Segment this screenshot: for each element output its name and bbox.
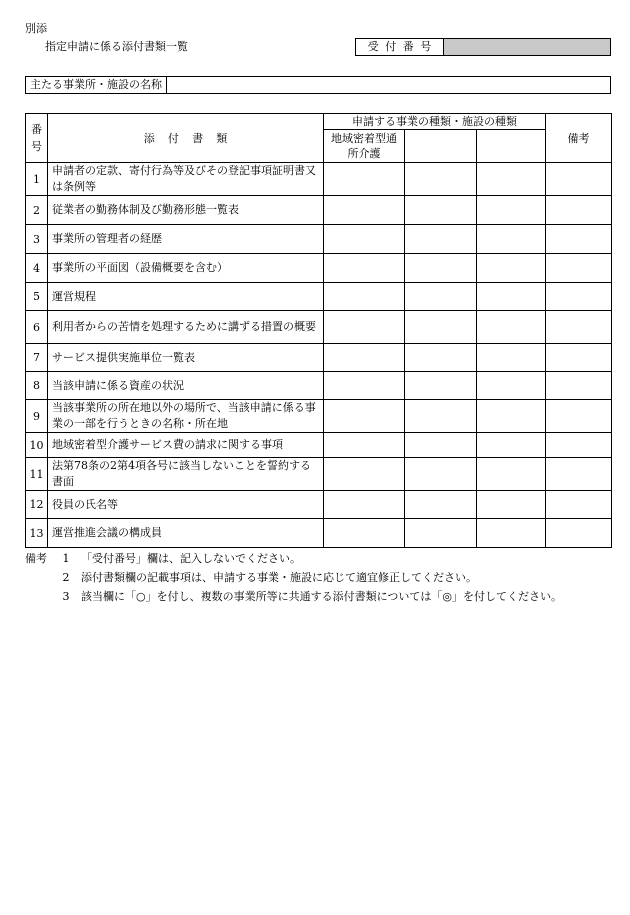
row-document-name: 法第78条の2第4項各号に該当しないことを誓約する書面: [48, 458, 324, 491]
check-cell[interactable]: [324, 344, 405, 372]
row-number: 8: [26, 372, 48, 400]
remarks-cell[interactable]: [546, 344, 612, 372]
document-title: 指定申請に係る添付書類一覧: [45, 40, 188, 53]
check-cell[interactable]: [324, 491, 405, 519]
note-number: 2: [62, 571, 70, 584]
remarks-cell[interactable]: [546, 283, 612, 311]
header-number: 番号: [26, 114, 48, 163]
check-cell[interactable]: [477, 372, 546, 400]
check-cell[interactable]: [405, 519, 477, 548]
note-text: 添付書類欄の記載事項は、申請する事業・施設に応じて適宜修正してください。: [81, 571, 477, 584]
note-text: 該当欄に「○」を付し、複数の事業所等に共通する添付書類については「◎」を付してください。: [81, 590, 562, 603]
check-cell[interactable]: [405, 254, 477, 283]
table-row: [26, 519, 612, 548]
facility-name-box: [25, 76, 611, 94]
check-cell[interactable]: [324, 196, 405, 225]
header-service-2: [405, 130, 477, 163]
check-cell[interactable]: [477, 458, 546, 491]
check-cell[interactable]: [405, 491, 477, 519]
check-cell[interactable]: [324, 458, 405, 491]
table-row: [26, 491, 612, 519]
table-row: [26, 163, 612, 196]
check-cell[interactable]: [405, 163, 477, 196]
note-text: 「受付番号」欄は、記入しないでください。: [81, 552, 301, 565]
table-row: [26, 433, 612, 458]
row-document-name: 事業所の管理者の経歴: [48, 225, 324, 254]
notes-section: [25, 549, 615, 606]
row-document-name: サービス提供実施単位一覧表: [48, 344, 324, 372]
attachment-table: [25, 113, 612, 548]
check-cell[interactable]: [324, 311, 405, 344]
row-document-name: 運営規程: [48, 283, 324, 311]
table-row: [26, 225, 612, 254]
note-item: [25, 587, 615, 606]
check-cell[interactable]: [405, 311, 477, 344]
table-row: [26, 400, 612, 433]
row-number: 6: [26, 311, 48, 344]
check-cell[interactable]: [405, 196, 477, 225]
row-number: 10: [26, 433, 48, 458]
check-cell[interactable]: [477, 519, 546, 548]
row-document-name: 地域密着型介護サービス費の請求に関する事項: [48, 433, 324, 458]
check-cell[interactable]: [324, 372, 405, 400]
row-number: 2: [26, 196, 48, 225]
receipt-number-label: 受付番号: [356, 39, 444, 55]
header-documents: 添付書類: [48, 114, 324, 163]
check-cell[interactable]: [324, 283, 405, 311]
check-cell[interactable]: [324, 254, 405, 283]
remarks-cell[interactable]: [546, 433, 612, 458]
row-document-name: 利用者からの苦情を処理するために講ずる措置の概要: [48, 311, 324, 344]
note-item: [25, 568, 615, 587]
check-cell[interactable]: [477, 400, 546, 433]
check-cell[interactable]: [405, 433, 477, 458]
row-number: 12: [26, 491, 48, 519]
annex-label: 別添: [25, 22, 47, 35]
check-cell[interactable]: [477, 491, 546, 519]
row-number: 9: [26, 400, 48, 433]
remarks-cell[interactable]: [546, 372, 612, 400]
remarks-cell[interactable]: [546, 491, 612, 519]
check-cell[interactable]: [477, 433, 546, 458]
check-cell[interactable]: [477, 163, 546, 196]
row-number: 3: [26, 225, 48, 254]
header-service-3: [477, 130, 546, 163]
header-service-group: 申請する事業の種類・施設の種類: [324, 114, 546, 130]
check-cell[interactable]: [477, 311, 546, 344]
check-cell[interactable]: [405, 283, 477, 311]
remarks-cell[interactable]: [546, 163, 612, 196]
notes-label: 備考: [25, 552, 47, 565]
row-document-name: 当該事業所の所在地以外の場所で、当該申請に係る事業の一部を行うときの名称・所在地: [48, 400, 324, 433]
remarks-cell[interactable]: [546, 458, 612, 491]
row-document-name: 当該申請に係る資産の状況: [48, 372, 324, 400]
check-cell[interactable]: [477, 283, 546, 311]
check-cell[interactable]: [405, 344, 477, 372]
table-row: [26, 344, 612, 372]
row-number: 4: [26, 254, 48, 283]
check-cell[interactable]: [324, 433, 405, 458]
row-document-name: 役員の氏名等: [48, 491, 324, 519]
header-service-1: 地域密着型通所介護: [324, 130, 405, 163]
row-number: 13: [26, 519, 48, 548]
table-row: [26, 311, 612, 344]
row-number: 11: [26, 458, 48, 491]
check-cell[interactable]: [405, 458, 477, 491]
remarks-cell[interactable]: [546, 225, 612, 254]
remarks-cell[interactable]: [546, 254, 612, 283]
check-cell[interactable]: [405, 372, 477, 400]
row-document-name: 事業所の平面図（設備概要を含む）: [48, 254, 324, 283]
row-number: 1: [26, 163, 48, 196]
row-document-name: 申請者の定款、寄付行為等及びその登記事項証明書又は条例等: [48, 163, 324, 196]
row-document-name: 従業者の勤務体制及び勤務形態一覧表: [48, 196, 324, 225]
row-document-name: 運営推進会議の構成員: [48, 519, 324, 548]
check-cell[interactable]: [324, 400, 405, 433]
table-row: [26, 283, 612, 311]
table-row: [26, 196, 612, 225]
check-cell[interactable]: [324, 163, 405, 196]
check-cell[interactable]: [477, 344, 546, 372]
table-row: [26, 254, 612, 283]
check-cell[interactable]: [324, 225, 405, 254]
check-cell[interactable]: [324, 519, 405, 548]
check-cell[interactable]: [477, 196, 546, 225]
remarks-cell[interactable]: [546, 311, 612, 344]
table-row: [26, 458, 612, 491]
receipt-number-field[interactable]: [444, 39, 610, 55]
receipt-number-box: [355, 38, 611, 56]
remarks-cell[interactable]: [546, 519, 612, 548]
note-number: 3: [62, 590, 70, 603]
check-cell[interactable]: [477, 225, 546, 254]
check-cell[interactable]: [477, 254, 546, 283]
remarks-cell[interactable]: [546, 400, 612, 433]
check-cell[interactable]: [405, 400, 477, 433]
row-number: 5: [26, 283, 48, 311]
remarks-cell[interactable]: [546, 196, 612, 225]
table-row: [26, 372, 612, 400]
note-item: [25, 549, 615, 568]
note-number: 1: [62, 552, 70, 565]
header-remarks: 備考: [546, 114, 612, 163]
row-number: 7: [26, 344, 48, 372]
facility-name-label: 主たる事業所・施設の名称: [26, 77, 167, 93]
check-cell[interactable]: [405, 225, 477, 254]
facility-name-field[interactable]: [167, 77, 610, 93]
